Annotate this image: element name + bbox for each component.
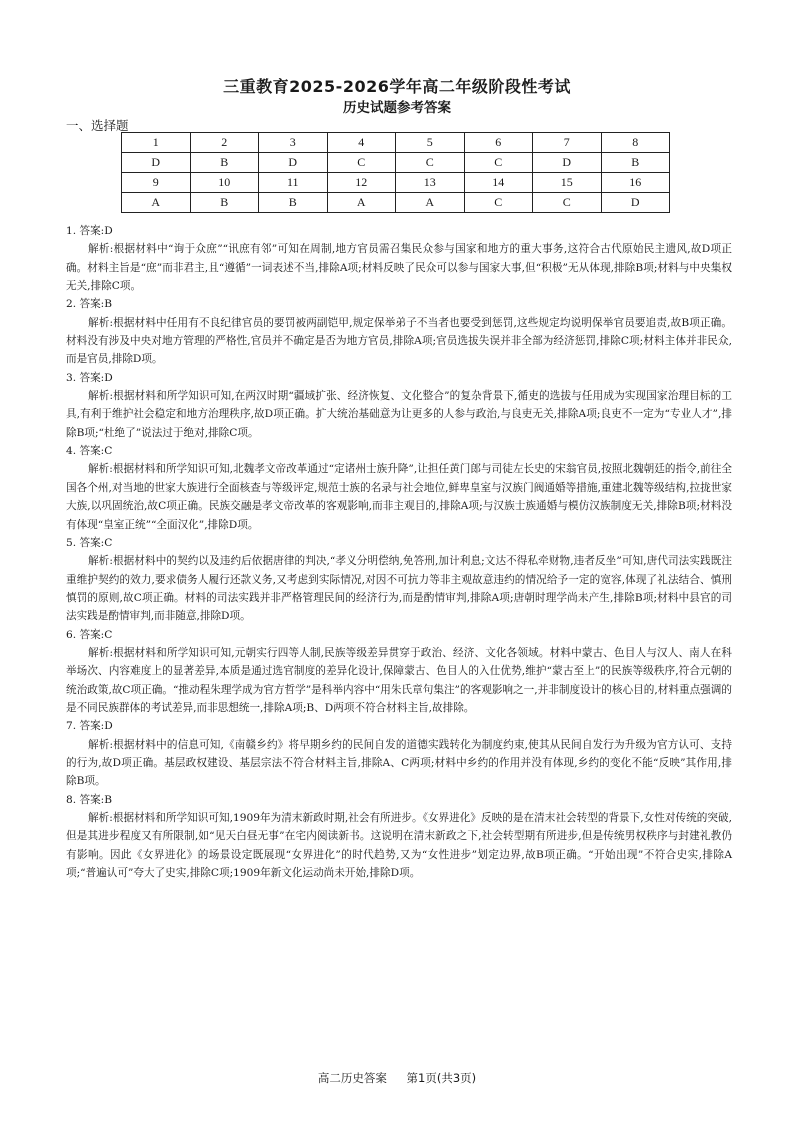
answer-heading: 5. 答案:C: [66, 536, 113, 549]
answer-analysis: 解析:根据材料和所学知识可知,1909年为清末新政时期,社会有所进步。《女界进化》反映的是在清末社会转型的背景下,女性对传统的突破,但是其进步程度又有所限制,如“见天白昼无事”在宅内阅读新书。这说明在清末新政之下,社会转型期有所进步,但是传统男权秩序与封建礼教仍有影响。因此《女界进化》的场景设定既展现“女界进化”的时代趋势,又为“女性进步”划定边界,故B项正确。“开始出现”不符合史实,排除A项;“普遍认可”夸大了史实,排除C项;1909年新文化运动尚未开始,排除D项。: [66, 812, 732, 880]
answer-item: [66, 791, 732, 883]
answer-letter-cell: C: [464, 153, 533, 173]
section-heading: 一、选择题: [66, 118, 129, 133]
footer-subject: 高二历史答案: [317, 1071, 387, 1085]
answer-analysis: 解析:根据材料中的契约以及违约后依据唐律的判决,“孝义分明偿纳,免答刑,加计利息;文达不得私牵财物,违者反坐”可知,唐代司法实践既注重维护契约的效力,要求债务人履行还款义务,又考虑到实际情况,对因不可抗力等非主观故意违约的情况给予一定的宽容,体现了礼法结合、慎刑慎罚的原则,故C项正确。材料的司法实践并非严格管理民间的经济行为,而是酌情审判,排除A项;唐朝时理学尚未产生,排除B项;材料中县官的司法实践是酌情审判,而非随意,排除D项。: [66, 555, 732, 623]
question-number-cell: 12: [327, 173, 396, 193]
answer-analysis: 解析:根据材料和所学知识可知,在两汉时期“疆域扩张、经济恢复、文化整合”的复杂背景下,循吏的选拔与任用成为实现国家治理目标的工具,有利于维护社会稳定和地方治理秩序,故D项正确。扩大统治基础意为让更多的人参与政治,与良吏无关,排除A项;良吏不一定为“专业人才”,排除B项;“杜绝了”说法过于绝对,排除C项。: [66, 390, 732, 439]
page-subtitle: 历史试题参考答案: [343, 100, 451, 116]
question-number-cell: 3: [259, 133, 328, 153]
question-number-cell: 2: [190, 133, 259, 153]
answer-analysis: 解析:根据材料和所学知识可知,元朝实行四等人制,民族等级差异贯穿于政治、经济、文化各领域。材料中蒙古、色目人与汉人、南人在科举场次、内容难度上的显著差异,本质是通过选官制度的差异化设计,保障蒙古、色目人的入仕优势,维护“蒙古至上”的民族等级秩序,符合元朝的统治政策,故C项正确。“推动程朱理学成为官方哲学”是科举内容中“用朱氏章句集注”的客观影响之一,并非制度设计的核心目的,材料重点强调的是不同民族群体的考试差异,而非思想统一,排除A项;B、D两项不符合材料主旨,故排除。: [66, 646, 732, 714]
question-number-cell: 13: [396, 173, 465, 193]
page-title: 三重教育2025-2026学年高二年级阶段性考试: [223, 77, 571, 96]
answer-letter-row: [122, 153, 670, 173]
question-number-cell: 9: [122, 173, 191, 193]
answer-letter-cell: C: [533, 193, 602, 213]
answer-heading: 4. 答案:C: [66, 445, 113, 458]
answer-heading: 6. 答案:C: [66, 628, 113, 641]
answer-letter-cell: D: [122, 153, 191, 173]
answer-explanations: [66, 222, 732, 882]
answer-letter-cell: D: [259, 153, 328, 173]
answer-letter-cell: A: [122, 193, 191, 213]
answer-letter-row: [122, 193, 670, 213]
answer-item: [66, 717, 732, 790]
answer-letter-cell: B: [601, 153, 670, 173]
answer-analysis: 解析:根据材料中“询于众庶”“讯庶有邻”可知在周制,地方官员需召集民众参与国家和地方的重大事务,这符合古代原始民主遗风,故D项正确。材料主旨是“庶”而非君主,且“遵循”一词表述不当,排除A项;材料反映了民众可以参与国家大事,但“积极”无从体现,排除B项;材料与中央集权无关,排除C项。: [66, 243, 732, 293]
question-number-cell: 15: [533, 173, 602, 193]
question-number-cell: 10: [190, 173, 259, 193]
answer-heading: 8. 答案:B: [66, 793, 113, 806]
answer-letter-cell: A: [327, 193, 396, 213]
footer-page-number: 第1页(共3页): [406, 1071, 477, 1085]
answer-heading: 3. 答案:D: [66, 371, 113, 384]
question-number-cell: 14: [464, 173, 533, 193]
question-number-cell: 8: [601, 133, 670, 153]
answer-letter-cell: C: [464, 193, 533, 213]
answer-analysis: 解析:根据材料中任用有不良纪律官员的要罚被两副铠甲,规定保举弟子不当者也要受到惩罚,这些规定均说明保举官员要追责,故B项正确。材料没有涉及中央对地方管理的严格性,官员并不确定是否为地方官员,排除A项;官员选拔失误并非全部为经济惩罚,排除C项;材料主体并非民众,而是官员,排除D项。: [66, 316, 732, 366]
answer-letter-cell: C: [396, 153, 465, 173]
question-number-cell: 16: [601, 173, 670, 193]
question-number-cell: 1: [122, 133, 191, 153]
answer-letter-cell: B: [190, 193, 259, 213]
answer-analysis: 解析:根据材料和所学知识可知,北魏孝文帝改革通过“定诸州士族升降”,让担任黄门郎与司徒左长史的宋翁官员,按照北魏朝廷的指令,前往全国各个州,对当地的世家大族进行全面核查与等级评定,规范士族的名录与社会地位,鲜卑皇室与汉族门阀通婚等措施,重建北魏等级结构,拉拢世家大族,以巩固统治,故C项正确。民族交融是孝文帝改革的客观影响,而非主观目的,排除A项;与汉族士族通婚与模仿汉族制度无关,排除B项;材料没有体现“皇室正统”“全面汉化”,排除D项。: [66, 463, 732, 531]
answer-table: [121, 132, 670, 213]
answer-letter-cell: B: [259, 193, 328, 213]
answer-heading: 2. 答案:B: [66, 298, 113, 311]
question-number-cell: 4: [327, 133, 396, 153]
question-number-cell: 7: [533, 133, 602, 153]
question-number-cell: 5: [396, 133, 465, 153]
answer-heading: 7. 答案:D: [66, 720, 113, 733]
answer-letter-cell: D: [601, 193, 670, 213]
page-footer: [0, 1070, 794, 1086]
question-number-row: [122, 133, 670, 153]
question-number-cell: 6: [464, 133, 533, 153]
answer-letter-cell: C: [327, 153, 396, 173]
answer-analysis: 解析:根据材料中的信息可知,《南赣乡约》将早期乡约的民间自发的道德实践转化为制度约束,使其从民间自发行为升级为官方认可、支持的行为,故D项正确。基层政权建设、基层宗法不符合材料主旨,排除A、C两项;材料中乡约的作用并没有体现,乡约的变化不能“反映”其作用,排除B项。: [66, 738, 732, 788]
answer-item: [66, 534, 732, 626]
question-number-row: [122, 173, 670, 193]
answer-letter-cell: A: [396, 193, 465, 213]
answer-item: [66, 442, 732, 534]
answer-item: [66, 222, 732, 295]
question-number-cell: 11: [259, 173, 328, 193]
answer-heading: 1. 答案:D: [66, 225, 113, 237]
answer-item: [66, 369, 732, 442]
answer-letter-cell: D: [533, 153, 602, 173]
answer-letter-cell: B: [190, 153, 259, 173]
answer-item: [66, 626, 732, 718]
answer-item: [66, 295, 732, 368]
